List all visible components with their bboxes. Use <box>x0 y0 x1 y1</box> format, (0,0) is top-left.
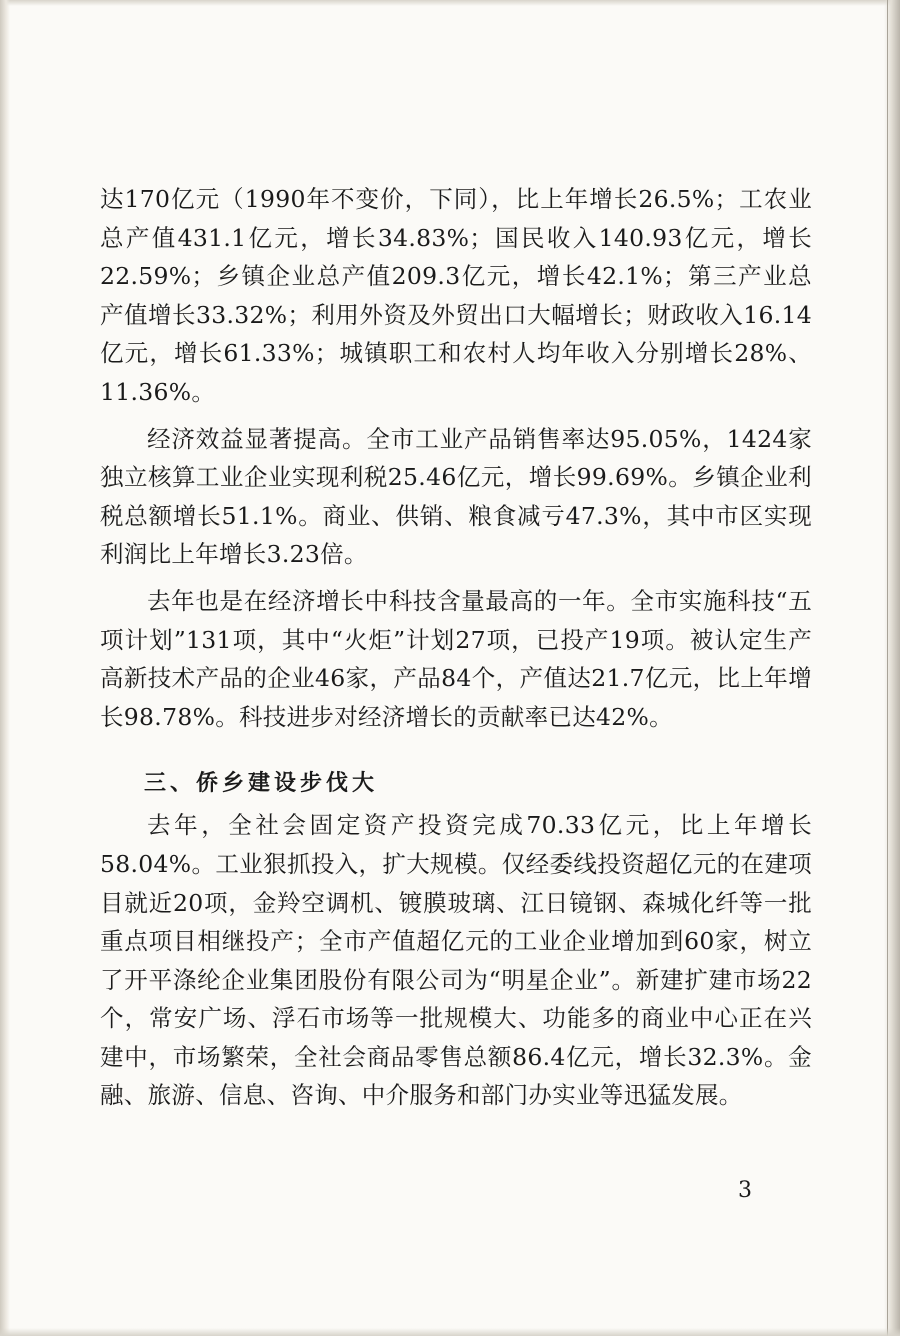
paragraph-1: 达170亿元（1990年不变价，下同），比上年增长26.5%；工农业总产值431.1亿元，增长34.83%；国民收入140.93亿元，增长22.59%；乡镇企业总产值209.3亿元，增长42.1%；第三产业总产值增长33.32%；利用外资及外贸出口大幅增长；财政收入16.14亿元，增长61.33%；城镇职工和农村人均年收入分别增长28%、11.36%。 <box>100 185 812 406</box>
paragraph-2: 经济效益显著提高。全市工业产品销售率达95.05%，1424家独立核算工业企业实现利税25.46亿元，增长99.69%。乡镇企业利税总额增长51.1%。商业、供销、粮食减亏47.3%，其中市区实现利润比上年增长3.23倍。 <box>100 424 812 569</box>
page-binding-line <box>887 0 888 1336</box>
paragraph-4: 去年，全社会固定资产投资完成70.33亿元，比上年增长58.04%。工业狠抓投入，扩大规模。仅经委线投资超亿元的在建项目就近20项，金羚空调机、镀膜玻璃、江日镜钢、森城化纤等一批重点项目相继投产；全市产值超亿元的工业企业增加到60家，树立了开平涤纶企业集团股份有限公司为“明星企业”。新建扩建市场22个，常安广场、浮石市场等一批规模大、功能多的商业中心正在兴建中，市场繁荣，全社会商品零售总额86.4亿元，增长32.3%。金融、旅游、信息、咨询、中介服务和部门办实业等迅猛发展。 <box>100 811 812 1110</box>
page-top-edge <box>0 0 900 6</box>
paragraph-3: 去年也是在经济增长中科技含量最高的一年。全市实施科技“五项计划”131项，其中“火炬”计划27项，已投产19项。被认定生产高新技术产品的企业46家，产品84个，产值达21.7亿元，比上年增长98.78%。科技进步对经济增长的贡献率已达42%。 <box>100 586 812 731</box>
page-number: 3 <box>738 1178 752 1203</box>
page-bottom-edge <box>0 1328 900 1336</box>
page-left-edge <box>0 0 10 1336</box>
body-text <box>100 180 812 1115</box>
section-heading: 三、侨乡建设步伐大 <box>144 771 379 797</box>
